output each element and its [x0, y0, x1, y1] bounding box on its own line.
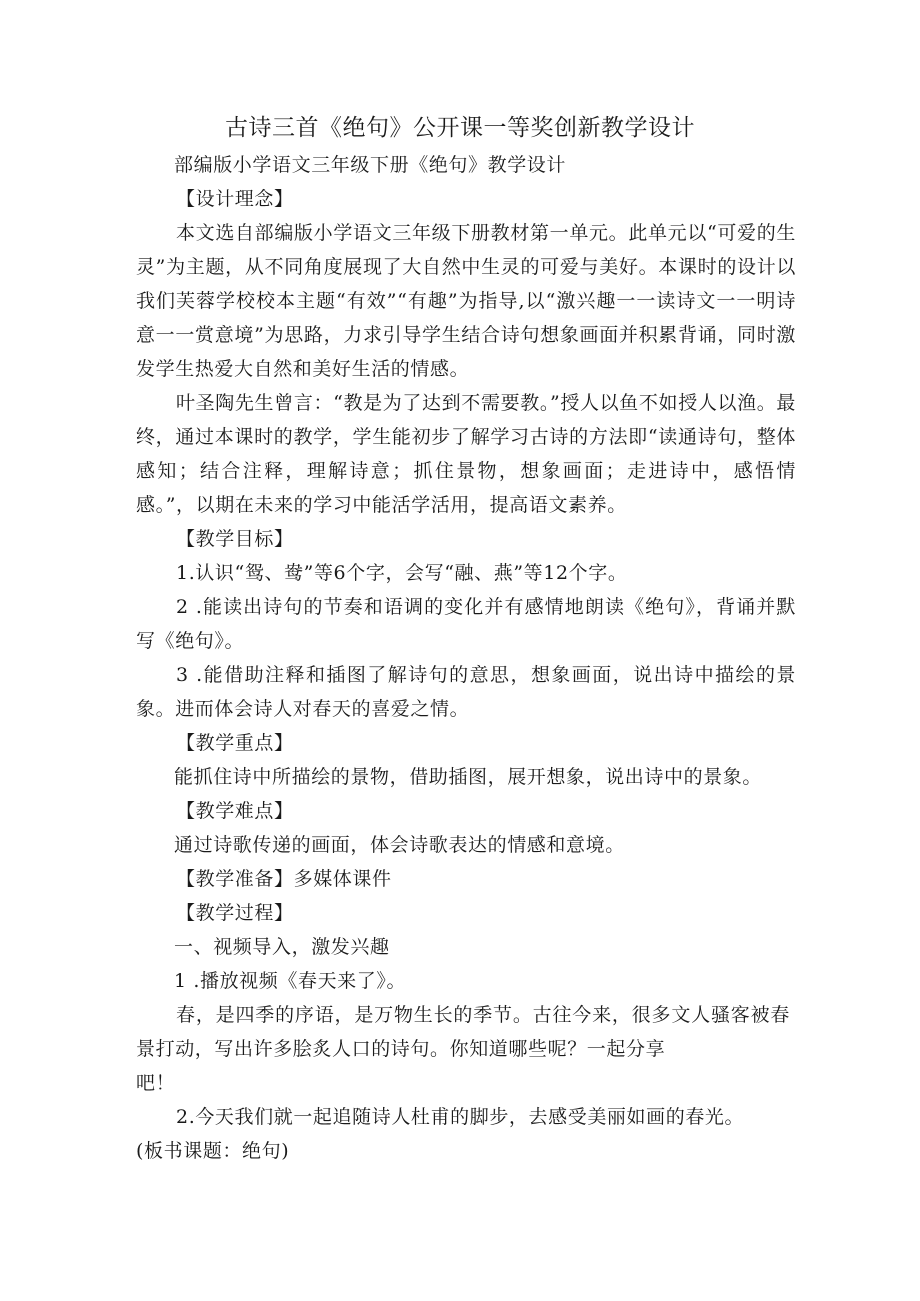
step-1-paragraph: 春，是四季的序语，是万物生长的季节。古往今来，很多文人骚客被春景打动，写出许多脍炙人口的诗句。你知道哪些呢？一起分享 — [136, 1004, 790, 1060]
board-note: (板书课题：绝句) — [136, 1140, 290, 1162]
concept-paragraph-2: 叶圣陶先生曾言：“教是为了达到不需要教。”授人以鱼不如授人以渔。最终，通过本课时的教学，学生能初步了解学习古诗的方法即“读通诗句，整体感知；结合注释，理解诗意；抓住景物，想象画面；走进诗中，感悟情感。”，以期在未来的学习中能活学活用，提高语文素养。 — [136, 392, 796, 516]
section-label-difficulty: 【教学难点】 — [176, 800, 294, 822]
section-label-goals: 【教学目标】 — [176, 528, 294, 550]
focus-text: 能抓住诗中所描绘的景物，借助插图，展开想象，说出诗中的景象。 — [174, 766, 763, 788]
subtitle: 部编版小学语文三年级下册《绝句》教学设计 — [174, 154, 567, 176]
document-title: 古诗三首《绝句》公开课一等奖创新教学设计 — [225, 115, 695, 141]
goal-item-3: 3 .能借助注释和插图了解诗句的意思，想象画面，说出诗中描绘的景象。进而体会诗人对春天的喜爱之情。 — [136, 664, 796, 720]
difficulty-text: 通过诗歌传递的画面，体会诗歌表达的情感和意境。 — [174, 834, 625, 856]
section-label-process: 【教学过程】 — [176, 902, 294, 924]
step-1-heading: 一、视频导入，激发兴趣 — [174, 936, 390, 958]
goal-item-2: 2 .能读出诗句的节奏和语调的变化并有感情地朗读《绝句》，背诵并默写《绝句》。 — [136, 596, 796, 652]
step-2-item: 2.今天我们就一起追随诗人杜甫的脚步，去感受美丽如画的春光。 — [176, 1106, 745, 1128]
step-1-item: 1 .播放视频《春天来了》。 — [174, 970, 407, 992]
step-1-paragraph-tail: 吧！ — [136, 1072, 176, 1094]
goal-item-1: 1.认识“鸳、鸯”等6个字，会写“融、燕”等12个字。 — [176, 562, 628, 584]
section-label-prep: 【教学准备】多媒体课件 — [176, 868, 392, 890]
section-label-focus: 【教学重点】 — [176, 732, 294, 754]
section-label-concept: 【设计理念】 — [176, 188, 294, 210]
concept-paragraph-1: 本文选自部编版小学语文三年级下册教材第一单元。此单元以“可爱的生灵”为主题，从不同角度展现了大自然中生灵的可爱与美好。本课时的设计以我们芙蓉学校校本主题“有效”“有趣”为指导,以“激兴趣一一读诗文一一明诗意一一赏意境”为思路，力求引导学生结合诗句想象画面并积累背诵，同时激发学生热爱大自然和美好生活的情感。 — [136, 222, 796, 380]
